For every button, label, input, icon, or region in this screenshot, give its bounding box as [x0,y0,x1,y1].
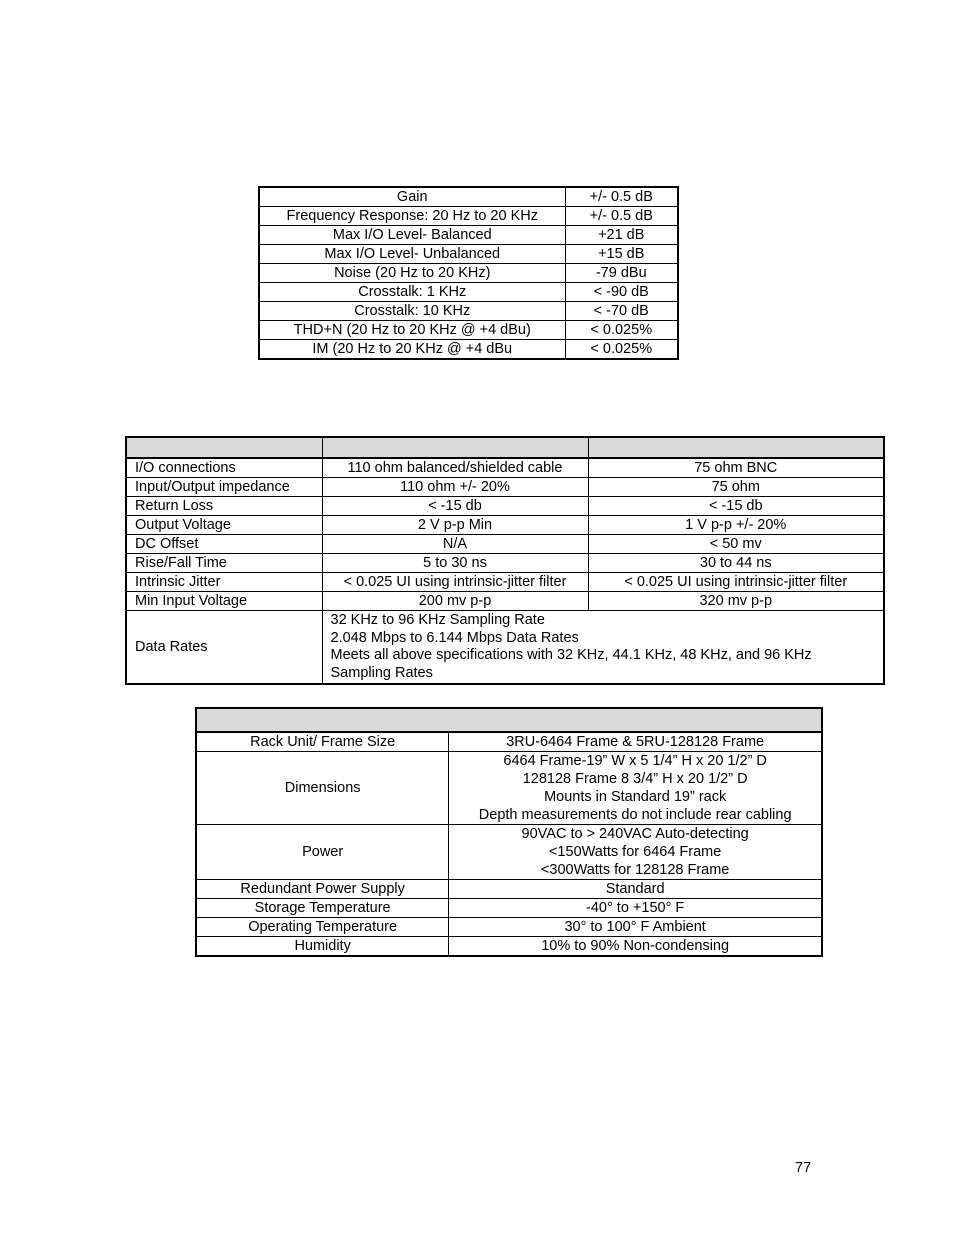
data-rates-line: 32 KHz to 96 KHz Sampling Rate [330,612,545,628]
unbalanced-value: < 50 mv [588,535,884,554]
dimensions-value [449,752,822,825]
table-row [126,516,884,535]
spec-value: 10% to 90% Non-condensing [449,937,822,957]
spec-value: 30° to 100° F Ambient [449,918,822,937]
spec-value: +21 dB [565,226,678,245]
balanced-value: < -15 db [322,497,588,516]
spec-value: 3RU-6464 Frame & 5RU-128128 Frame [449,732,822,752]
table-row [259,207,678,226]
spec-label: Humidity [196,937,449,957]
spec-label: Power [196,825,449,880]
spec-label: Min Input Voltage [126,592,322,611]
balanced-value: 5 to 30 ns [322,554,588,573]
spec-value: +/- 0.5 dB [565,207,678,226]
unbalanced-value: 320 mv p-p [588,592,884,611]
page-number: 77 [795,1160,812,1176]
spec-value: +15 dB [565,245,678,264]
unbalanced-value: 30 to 44 ns [588,554,884,573]
table-row [259,245,678,264]
spec-label: I/O connections [126,458,322,478]
spec-label: THD+N (20 Hz to 20 KHz @ +4 dBu) [259,321,565,340]
digital-specs-table [125,436,885,685]
spec-label: Max I/O Level- Balanced [259,226,565,245]
table-row [259,321,678,340]
spec-label: Crosstalk: 10 KHz [259,302,565,321]
unbalanced-value: < 0.025 UI using intrinsic-jitter filter [588,573,884,592]
dimensions-line: Depth measurements do not include rear cabling [478,807,792,823]
balanced-value: < 0.025 UI using intrinsic-jitter filter [322,573,588,592]
data-rates-line: 2.048 Mbps to 6.144 Mbps Data Rates [330,629,579,646]
table-header-row [196,708,822,732]
spec-label: Frequency Response: 20 Hz to 20 KHz [259,207,565,226]
spec-label: Data Rates [126,611,322,685]
table-row [196,825,822,880]
power-line: <150Watts for 6464 Frame [548,844,722,860]
table-row [259,226,678,245]
balanced-value: 110 ohm balanced/shielded cable [322,458,588,478]
table-row [259,283,678,302]
table-row [126,554,884,573]
unbalanced-value: 75 ohm [588,478,884,497]
header-cell [196,708,822,732]
balanced-value: 200 mv p-p [322,592,588,611]
table-row [196,880,822,899]
spec-label: Input/Output impedance [126,478,322,497]
spec-value: -40° to +150° F [449,899,822,918]
spec-value: +/- 0.5 dB [565,187,678,207]
spec-label: Dimensions [196,752,449,825]
table-row [196,899,822,918]
spec-value: < -70 dB [565,302,678,321]
spec-label: Operating Temperature [196,918,449,937]
spec-label: Crosstalk: 1 KHz [259,283,565,302]
table-row [126,573,884,592]
header-cell [322,437,588,458]
dimensions-line: 128128 Frame 8 3/4” H x 20 1/2” D [522,771,748,787]
spec-label: Max I/O Level- Unbalanced [259,245,565,264]
table-row [126,497,884,516]
table-row [126,535,884,554]
spec-label: Noise (20 Hz to 20 KHz) [259,264,565,283]
spec-value: < -90 dB [565,283,678,302]
table-row [259,264,678,283]
table-row [126,458,884,478]
unbalanced-value: < -15 db [588,497,884,516]
balanced-value: 110 ohm +/- 20% [322,478,588,497]
power-value [449,825,822,880]
table-row [196,732,822,752]
audio-specs-table [258,186,679,360]
header-cell [126,437,322,458]
dimensions-line: 6464 Frame-19” W x 5 1/4” H x 20 1/2” D [503,753,767,769]
unbalanced-value: 1 V p-p +/- 20% [588,516,884,535]
spec-label: Output Voltage [126,516,322,535]
table-row [259,302,678,321]
header-cell [588,437,884,458]
table-row [126,592,884,611]
spec-label: Storage Temperature [196,899,449,918]
power-line: 90VAC to > 240VAC Auto-detecting [521,826,749,842]
dimensions-line: Mounts in Standard 19” rack [544,789,727,805]
spec-value: Standard [449,880,822,899]
table-row [259,340,678,360]
physical-specs-table [195,707,823,957]
spec-label: Intrinsic Jitter [126,573,322,592]
spec-label: Redundant Power Supply [196,880,449,899]
table-row [259,187,678,207]
spec-label: Return Loss [126,497,322,516]
unbalanced-value: 75 ohm BNC [588,458,884,478]
table-row [196,752,822,825]
data-rates-value [322,611,884,685]
balanced-value: N/A [322,535,588,554]
spec-value: -79 dBu [565,264,678,283]
spec-value: < 0.025% [565,321,678,340]
spec-value: < 0.025% [565,340,678,360]
power-line: <300Watts for 128128 Frame [540,862,730,878]
data-rates-line: Meets all above specifications with 32 KHz, 44.1 KHz, 48 KHz, and 96 KHz Sampling Rates [330,647,812,681]
table-row [196,918,822,937]
spec-label: Rack Unit/ Frame Size [196,732,449,752]
spec-label: Gain [259,187,565,207]
spec-label: Rise/Fall Time [126,554,322,573]
spec-label: IM (20 Hz to 20 KHz @ +4 dBu [259,340,565,360]
balanced-value: 2 V p-p Min [322,516,588,535]
table-row [196,937,822,957]
table-row [126,478,884,497]
spec-label: DC Offset [126,535,322,554]
table-header-row [126,437,884,458]
data-rates-row [126,611,884,685]
